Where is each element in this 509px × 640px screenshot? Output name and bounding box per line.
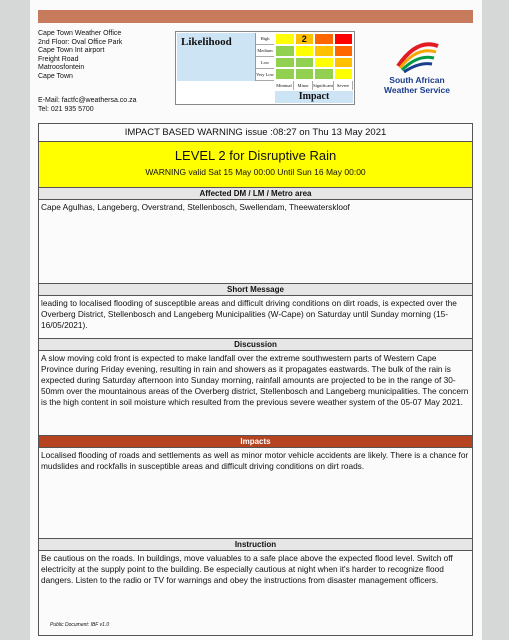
contact-info <box>38 97 137 114</box>
address-line: Cape Town Weather Office <box>38 30 122 37</box>
document-footer: Public Document: IBF v1.0 <box>50 622 110 628</box>
risk-cell <box>275 45 295 57</box>
address-line: Freight Road <box>38 55 79 63</box>
warning-sheet <box>38 123 473 636</box>
risk-cell <box>334 57 354 69</box>
short-message-heading: Short Message <box>39 284 472 296</box>
warning-level: LEVEL 2 for Disruptive Rain <box>174 148 337 163</box>
risk-cell <box>275 57 295 69</box>
email-text: E-Mail: factfc@weathersa.co.za <box>38 97 137 104</box>
office-address <box>38 30 122 82</box>
risk-cell <box>314 45 334 57</box>
affected-heading: Affected DM / LM / Metro area <box>39 188 472 200</box>
impact-level: Minimal <box>275 81 294 90</box>
risk-cell <box>295 45 315 57</box>
sawx-logo-icon <box>392 36 442 76</box>
instruction-heading: Instruction <box>39 539 472 551</box>
likelihood-levels <box>256 33 274 81</box>
likelihood-level: Very Low <box>256 69 274 81</box>
risk-cell <box>314 57 334 69</box>
risk-cell <box>295 57 315 69</box>
warning-level-box <box>39 142 472 188</box>
impact-level: Minor <box>294 81 313 90</box>
risk-matrix <box>175 31 355 105</box>
impacts-text: Localised flooding of roads and settlements as well as minor motor vehicle accidents are likely. There is a chance for mudslides and rockfalls in susceptible areas and difficult driving conditions on dirt roads. <box>39 448 472 539</box>
instruction-text: Be cautious on the roads. In buildings, move valuables to a safe place above the expected flood level. Switch off electricity at the supply point to the building. Be especially cautious at night when it's harder to recognize flood dangers. Listen to the radio or TV for warnings and obey the instructions from disaster management officers. <box>41 553 453 585</box>
address-line: Cape Town <box>38 72 73 80</box>
likelihood-level: High <box>256 33 274 45</box>
address-line: 2nd Floor: Oval Office Park <box>38 38 123 46</box>
logo-text: Weather Service <box>384 84 450 95</box>
impact-label: Impact <box>275 91 353 103</box>
affected-text: Cape Agulhas, Langeberg, Overstrand, Stellenbosch, Swellendam, Theewaterskloof <box>39 200 472 284</box>
sawx-logo <box>372 36 462 106</box>
impact-level: Severe <box>334 81 353 90</box>
risk-cell <box>314 33 334 45</box>
impact-levels <box>275 81 353 90</box>
risk-cell <box>334 68 354 80</box>
discussion-heading: Discussion <box>39 339 472 351</box>
risk-cell: 2 <box>295 33 315 45</box>
phone-text: Tel: 021 935 5700 <box>38 105 94 113</box>
likelihood-label: Likelihood <box>177 33 256 81</box>
short-message-text: leading to localised flooding of susceptible areas and difficult driving conditions on dirt roads, is expected over the Overberg District, Stellenbosch and Langeberg Municipalities (W-Cape) on Saturday until Sunday morning (15-16/05/2021). <box>39 296 472 339</box>
likelihood-level: Low <box>256 57 274 69</box>
impact-level: Significant <box>313 83 333 88</box>
risk-cell <box>334 33 354 45</box>
risk-cell <box>334 45 354 57</box>
issue-line: IMPACT BASED WARNING issue :08:27 on Thu 13 May 2021 <box>39 124 472 142</box>
risk-cell <box>275 33 295 45</box>
address-line: Cape Town Int airport <box>38 47 105 55</box>
address-line: Matroosfontein <box>38 64 85 72</box>
risk-cell <box>314 68 334 80</box>
warning-document <box>30 0 482 640</box>
risk-cell <box>275 68 295 80</box>
logo-text: South African <box>389 75 445 85</box>
risk-cell <box>295 68 315 80</box>
header-bar <box>38 10 473 23</box>
warning-validity: WARNING valid Sat 15 May 00:00 Until Sun 16 May 00:00 <box>145 167 366 177</box>
likelihood-level: Medium <box>256 45 274 57</box>
risk-grid <box>275 33 353 80</box>
impacts-heading: Impacts <box>39 436 472 448</box>
discussion-text: A slow moving cold front is expected to make landfall over the extreme southwestern parts of Western Cape Province during Friday evening, resulting in rain and showers as it propagates eastwards. The bulk of the rain is expected during Saturday afternoon into Sunday morning, rainfall amounts are projected to be in the range of 30-50mm over the mountainous areas of the Overberg district, Stellenbosch and Langeberg municipalities. The concern is the high content in soil moisture which resulted from the previous severe weather system of the 05-07 May 2021. <box>39 351 472 436</box>
